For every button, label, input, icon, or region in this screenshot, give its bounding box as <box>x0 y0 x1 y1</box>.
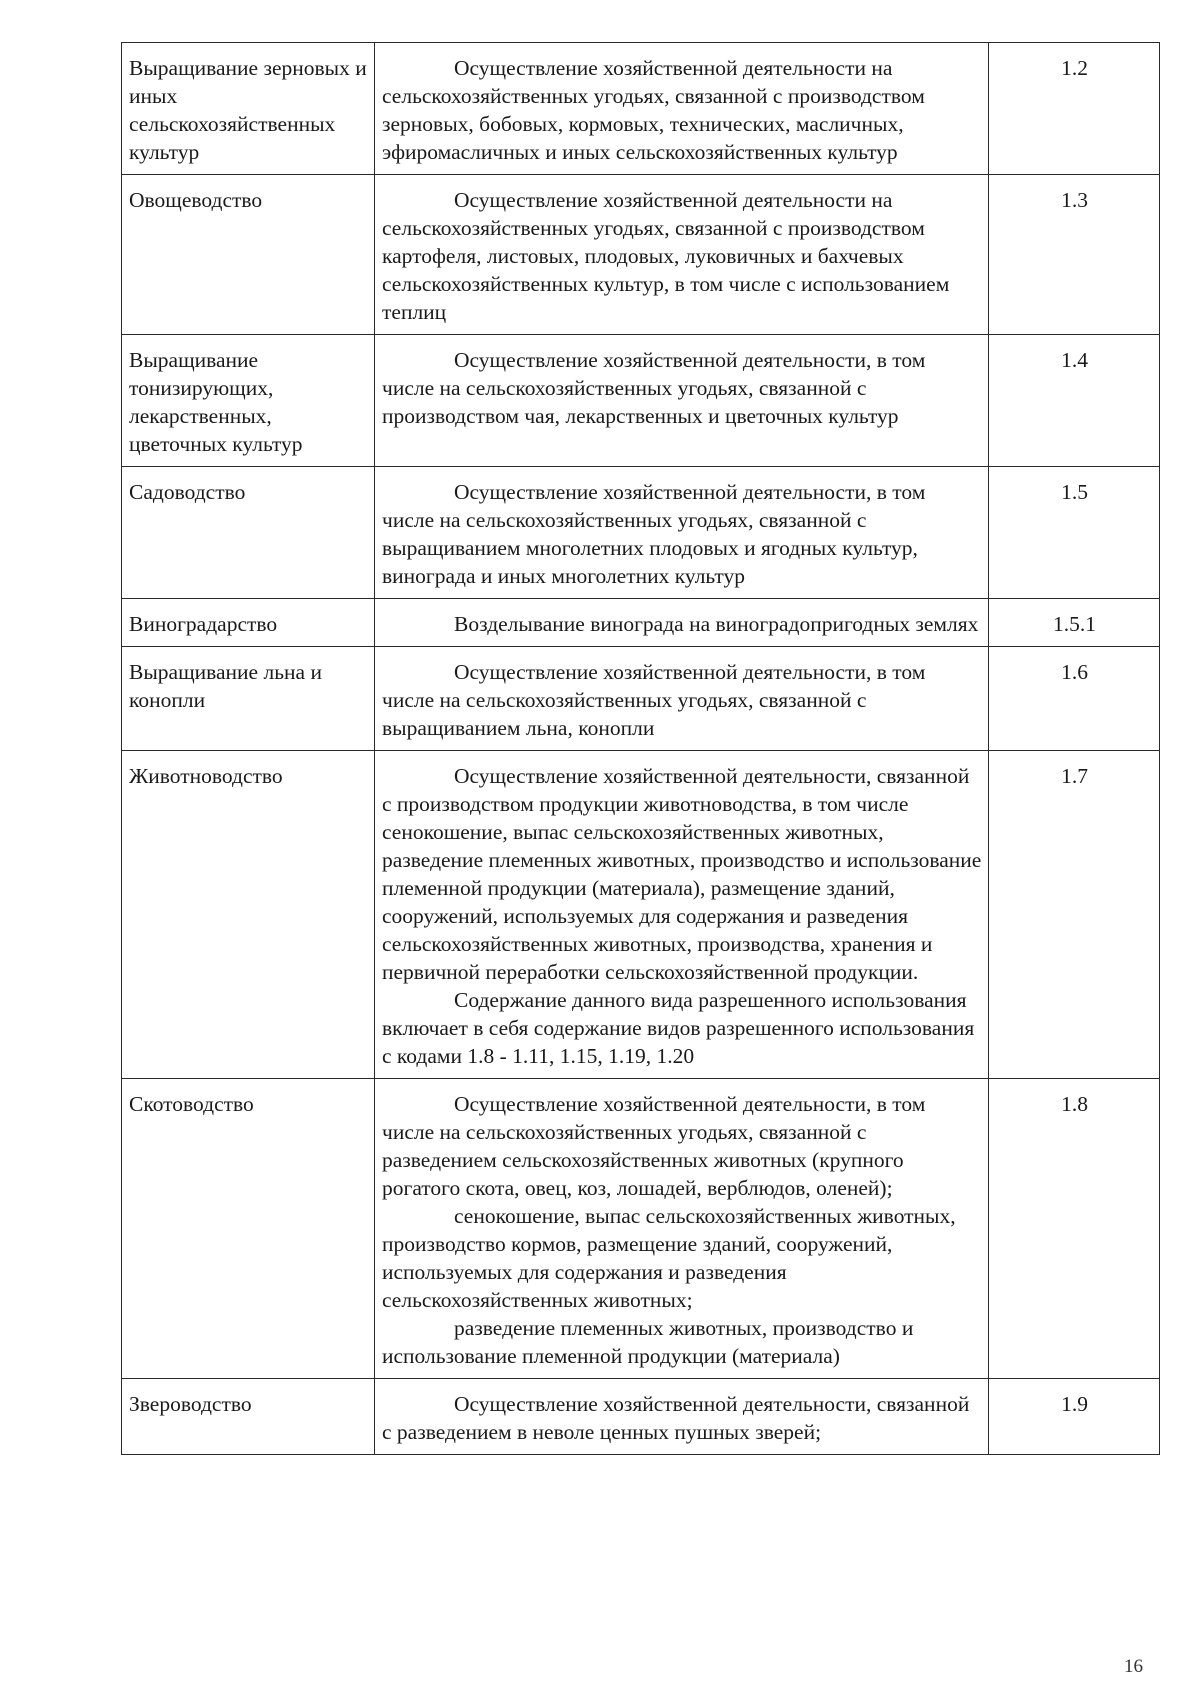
use-description-cell <box>375 335 989 467</box>
use-name-cell: Звероводство <box>122 1379 375 1455</box>
description-paragraph: Возделывание винограда на виноградопригодных землях <box>454 612 979 636</box>
use-description-cell <box>375 175 989 335</box>
description-paragraph: Осуществление хозяйственной деятельности, в том числе на сельскохозяйственных угодьях, связанной с производством чая, лекарственных и цветочных культур <box>382 348 926 428</box>
page-number: 16 <box>1124 1656 1143 1677</box>
land-use-table <box>121 42 1160 1455</box>
use-name-cell: Выращивание льна и конопли <box>122 647 375 751</box>
use-name-cell: Скотоводство <box>122 1079 375 1379</box>
table-row <box>122 647 1160 751</box>
use-code-cell: 1.8 <box>989 1079 1160 1379</box>
use-name-cell: Выращивание тонизирующих, лекарственных, цветочных культур <box>122 335 375 467</box>
table-row <box>122 175 1160 335</box>
use-name-cell: Животноводство <box>122 751 375 1079</box>
use-code-cell: 1.4 <box>989 335 1160 467</box>
table-row <box>122 751 1160 1079</box>
use-description-cell <box>375 43 989 175</box>
use-description-cell <box>375 1379 989 1455</box>
description-paragraph: Осуществление хозяйственной деятельности, связанной с производством продукции животноводства, в том числе сенокошение, выпас сельскохозяйственных животных, разведение племенных животных, производство и использование племенной продукции (материала), размещение зданий, сооружений, используемых для содержания и разведения сельскохозяйственных животных, производства, хранения и первичной переработки сельскохозяйственной продукции. <box>382 764 982 984</box>
description-paragraph: Осуществление хозяйственной деятельности, в том числе на сельскохозяйственных угодьях, связанной с выращиванием льна, конопли <box>382 660 926 740</box>
use-code-cell: 1.2 <box>989 43 1160 175</box>
description-paragraph: разведение племенных животных, производство и использование племенной продукции (материала) <box>382 1316 914 1368</box>
table-row <box>122 1379 1160 1455</box>
use-code-cell: 1.3 <box>989 175 1160 335</box>
use-code-cell: 1.5 <box>989 467 1160 599</box>
table-row <box>122 335 1160 467</box>
description-paragraph: Осуществление хозяйственной деятельности, связанной с разведением в неволе ценных пушных зверей; <box>382 1392 970 1444</box>
use-description-cell <box>375 647 989 751</box>
use-code-cell: 1.7 <box>989 751 1160 1079</box>
description-paragraph: Содержание данного вида разрешенного использования включает в себя содержание видов разрешенного использования с кодами 1.8 - 1.11, 1.15, 1.19, 1.20 <box>382 988 975 1068</box>
use-name-cell: Выращивание зерновых и иных сельскохозяйственных культур <box>122 43 375 175</box>
description-paragraph: Осуществление хозяйственной деятельности на сельскохозяйственных угодьях, связанной с производством зерновых, бобовых, кормовых, технических, масличных, эфиромасличных и иных сельскохозяйственных культур <box>382 56 925 164</box>
description-paragraph: Осуществление хозяйственной деятельности, в том числе на сельскохозяйственных угодьях, связанной с выращиванием многолетних плодовых и ягодных культур, винограда и иных многолетних культур <box>382 480 926 588</box>
use-name-cell: Садоводство <box>122 467 375 599</box>
description-paragraph: Осуществление хозяйственной деятельности на сельскохозяйственных угодьях, связанной с производством картофеля, листовых, плодовых, луковичных и бахчевых сельскохозяйственных культур, в том числе с использованием теплиц <box>382 188 950 324</box>
description-paragraph: сенокошение, выпас сельскохозяйственных животных, производство кормов, размещение зданий, сооружений, используемых для содержания и разведения сельскохозяйственных животных; <box>382 1204 956 1312</box>
table-row <box>122 599 1160 647</box>
table-row <box>122 43 1160 175</box>
table-row <box>122 1079 1160 1379</box>
use-description-cell <box>375 751 989 1079</box>
use-code-cell: 1.9 <box>989 1379 1160 1455</box>
land-use-table-body <box>122 43 1160 1455</box>
use-code-cell: 1.6 <box>989 647 1160 751</box>
use-code-cell: 1.5.1 <box>989 599 1160 647</box>
use-description-cell <box>375 467 989 599</box>
description-paragraph: Осуществление хозяйственной деятельности, в том числе на сельскохозяйственных угодьях, связанной с разведением сельскохозяйственных животных (крупного рогатого скота, овец, коз, лошадей, верблюдов, оленей); <box>382 1092 926 1200</box>
table-row <box>122 467 1160 599</box>
use-name-cell: Овощеводство <box>122 175 375 335</box>
use-description-cell <box>375 1079 989 1379</box>
use-description-cell <box>375 599 989 647</box>
use-name-cell: Виноградарство <box>122 599 375 647</box>
